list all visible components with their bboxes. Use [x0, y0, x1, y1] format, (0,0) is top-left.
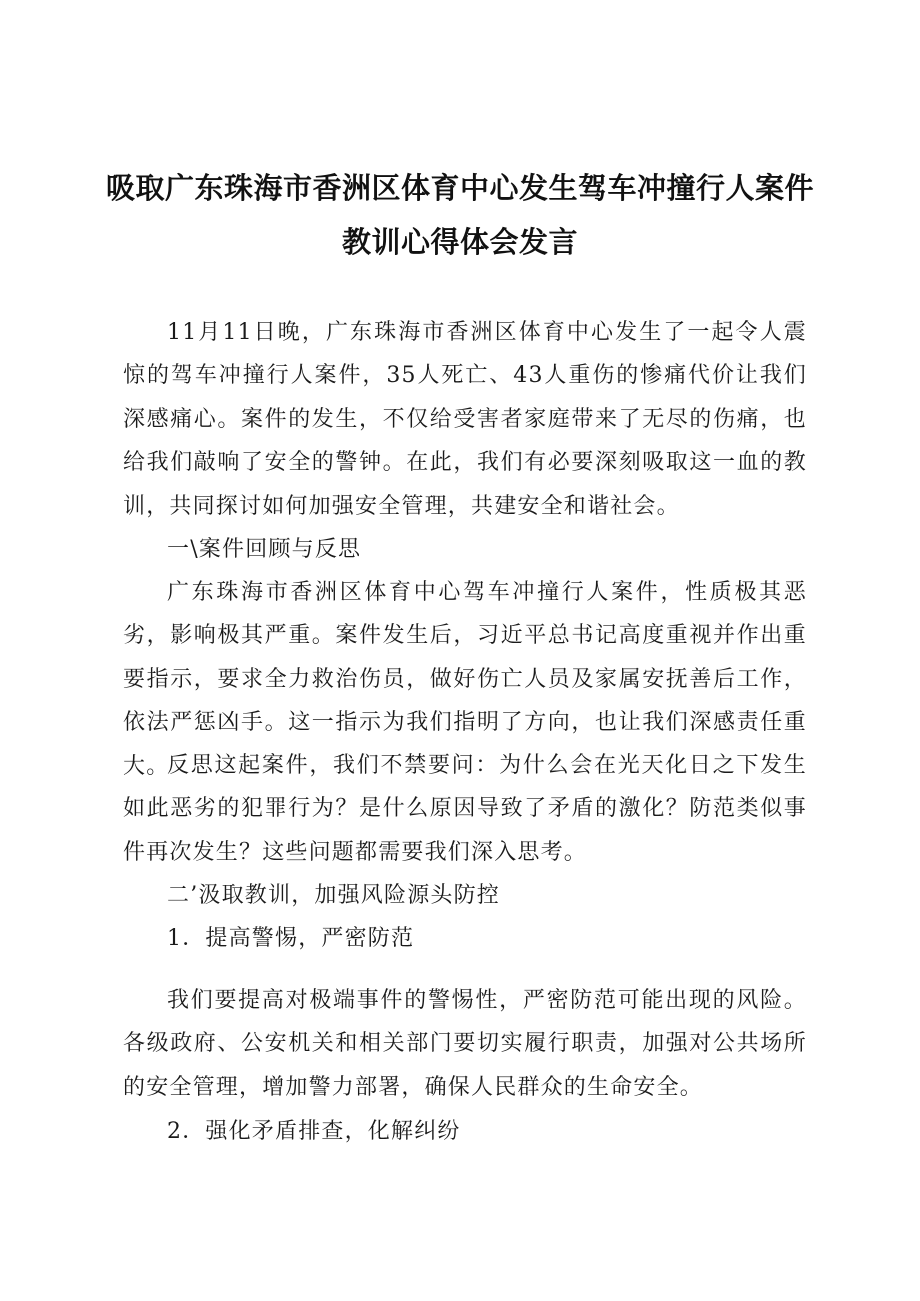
document-title-line-1: 吸取广东珠海市香洲区体育中心发生驾车冲撞行人案件	[105, 171, 814, 205]
section-2-heading: 二’汲取教训，加强风险源头防控	[167, 883, 500, 908]
document-title-line-2: 教训心得体会发言	[341, 225, 578, 259]
subsection-1-paragraph: 我们要提高对极端事件的警惕性，严密防范可能出现的风险。各级政府、公安机关和相关部门要切实履行职责，加强对公共场所的安全管理，增加警力部署，确保人民群众的生命安全。	[123, 988, 807, 1100]
section-1-paragraph-1: 广东珠海市香洲区体育中心驾车冲撞行人案件，性质极其恶劣，影响极其严重。案件发生后，习近平总书记高度重视并作出重要指示，要求全力救治伤员，做好伤亡人员及家属安抚善后工作，依法严惩凶手。这一指示为我们指明了方向，也让我们深感责任重大。	[123, 580, 807, 779]
subsection-1-heading: 1．提高警惕，严密防范	[167, 926, 415, 951]
section-1-heading: 一\案件回顾与反思	[167, 537, 362, 562]
subsection-2-heading: 2．强化矛盾排查，化解纠纷	[167, 1119, 461, 1144]
section-1-paragraph-2: 反思这起案件，我们不禁要问：为什么会在光天化日之下发生如此恶劣的犯罪行为？是什么原因导致了矛盾的激化？防范类似事件再次发生？这些问题都需要我们深入思考。	[123, 753, 807, 865]
intro-paragraph: 11月11日晚，广东珠海市香洲区体育中心发生了一起令人震惊的驾车冲撞行人案件，35人死亡、43人重伤的惨痛代价让我们深感痛心。案件的发生，不仅给受害者家庭带来了无尽的伤痛，也给我们敲响了安全的警钟。在此，我们有必要深刻吸取这一血的教训，共同探讨如何加强安全管理，共建安全和谐社会。	[123, 320, 807, 519]
